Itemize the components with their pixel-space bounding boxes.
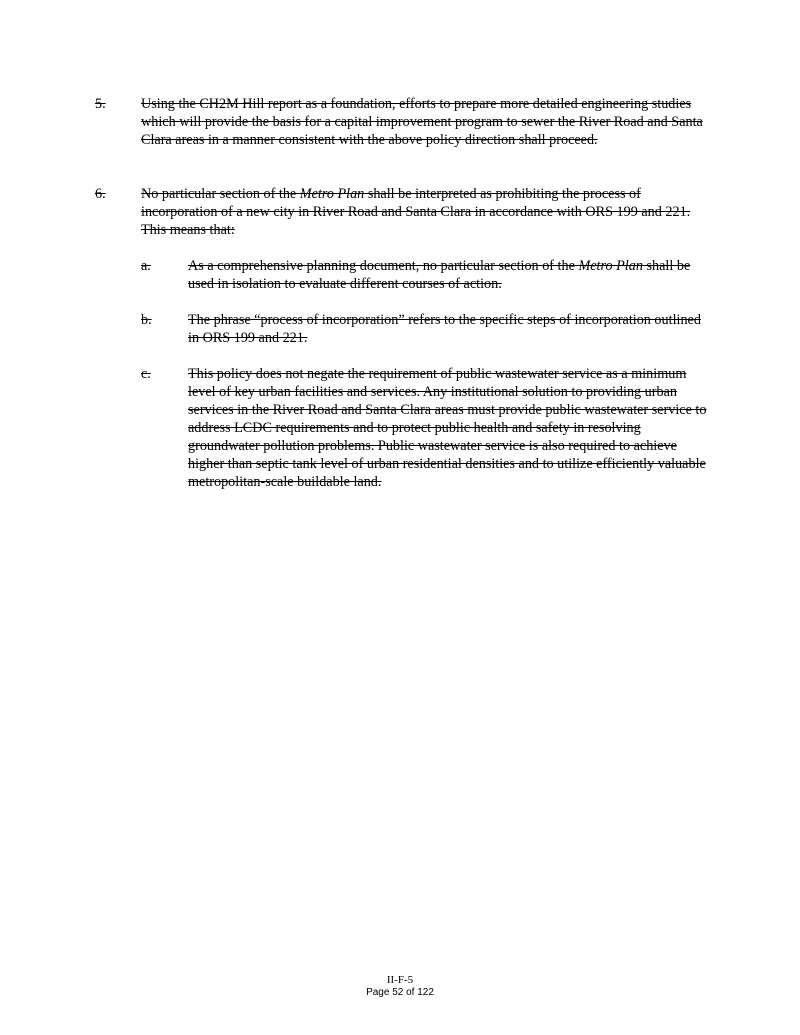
- metro-plan-title: Metro Plan: [299, 186, 365, 202]
- item-text: Using the CH2M Hill report as a foundation, efforts to prepare more detailed engineering studies which will provide the basis for a capital improvement program to sewer the River Road and Santa Clara areas in a manner consistent with the above policy direction shall proceed.: [141, 96, 703, 148]
- policy-item-6: [95, 185, 707, 239]
- sub-item-a: [141, 257, 707, 293]
- section-code: II-F-5: [386, 974, 414, 986]
- policy-item-5: [95, 95, 707, 149]
- sub-item-letter: a.: [141, 258, 151, 274]
- sub-item-text: As a comprehensive planning document, no particular section of the Metro Plan shall be used in isolation to evaluate different courses of action.: [188, 258, 691, 292]
- sub-item-text: This policy does not negate the requirement of public wastewater service as a minimum level of key urban facilities and services. Any institutional solution to providing urban services in the River Road and Santa Clara areas must provide public wastewater service to address LCDC requirements and to protect public health and safety in resolving groundwater pollution problems. Public wastewater service is also required to achieve higher than septic tank level of urban residential densities and to utilize efficiently valuable metropolitan-scale buildable land.: [188, 366, 707, 490]
- sub-item-letter: b.: [141, 312, 152, 328]
- item-text: No particular section of the Metro Plan shall be interpreted as prohibiting the process of incorporation of a new city in River Road and Santa Clara in accordance with ORS 199 and 221. This means that:: [141, 186, 691, 238]
- metro-plan-title: Metro Plan: [578, 258, 643, 274]
- page-number: Page 52 of 122: [366, 987, 434, 998]
- item-number: 5.: [95, 96, 106, 112]
- sub-item-c: [141, 365, 707, 491]
- sub-item-b: [141, 311, 707, 347]
- sub-item-letter: c.: [141, 366, 151, 382]
- sub-item-text: The phrase “process of incorporation” refers to the specific steps of incorporation outlined in ORS 199 and 221.: [188, 312, 701, 346]
- item-number: 6.: [95, 186, 106, 202]
